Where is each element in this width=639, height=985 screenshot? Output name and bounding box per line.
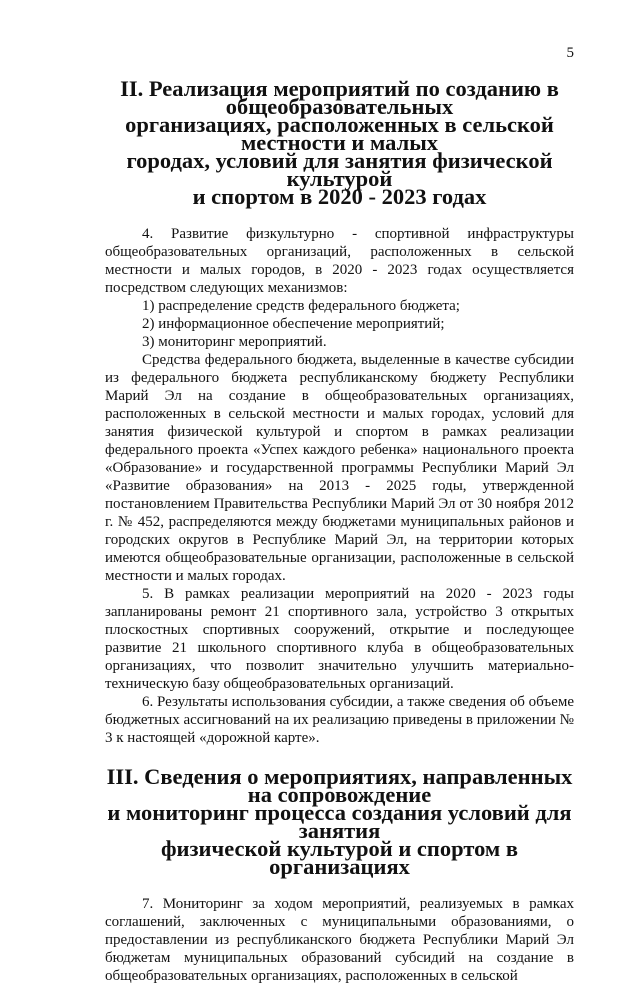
section-3-heading [105, 764, 574, 879]
section-2-heading-line: и спортом в 2020 - 2023 годах [192, 184, 487, 209]
section-2-heading [105, 76, 574, 209]
page-content [105, 76, 574, 985]
paragraph-5: 5. В рамках реализации мероприятий на 2020 - 2023 годы запланированы ремонт 21 спортивного зала, устройство 3 открытых плоскостных спортивных сооружений, открытие и последующее развитие 21 школьного спортивного клуба в общеобразовательных организациях, что позволит значительно улучшить материально-техническую базу общеобразовательных организаций. [105, 586, 574, 692]
paragraph-6: 6. Результаты использования субсидии, а также сведения об объеме бюджетных ассигнований на их реализацию приведены в приложении № 3 к настоящей «дорожной карте». [105, 694, 574, 746]
section-2-heading-line: городах, условий для занятия физической культурой [126, 148, 553, 191]
mechanism-item: 1) распределение средств федерального бюджета; [142, 298, 460, 314]
section-2-heading-line: организациях, расположенных в сельской местности и малых [125, 112, 554, 155]
paragraph-4-intro: 4. Развитие физкультурно - спортивной инфраструктуры общеобразовательных организаций, расположенных в сельской местности и малых городов, в 2020 - 2023 годах осуществляется посредством следующих механизмов: [105, 226, 574, 296]
mechanism-item: 2) информационное обеспечение мероприятий; [142, 316, 445, 332]
section-3-heading-line: и мониторинг процесса создания условий для занятия [107, 800, 572, 843]
section-2-heading-line: II. Реализация мероприятий по созданию в общеобразовательных [120, 76, 559, 119]
section-3-heading-line: физической культурой и спортом в организациях [160, 836, 519, 879]
paragraph-federal-funds: Средства федерального бюджета, выделенные в качестве субсидии из федерального бюджета республиканскому бюджету Республики Марий Эл на создание в общеобразовательных организациях, расположенных в сельской местности и малых городах, условий для занятия физической культурой и спортом в рамках реализации федерального проекта «Успех каждого ребенка» национального проекта «Образование» и государственной программы Республики Марий Эл «Развитие образования» на 2013 - 2025 годы, утвержденной постановлением Правительства Республики Марий Эл от 30 ноября 2012 г. № 452, распределяются между бюджетами муниципальных районов и городских округов в Республике Марий Эл, на территории которых имеются общеобразовательные организации, расположенные в сельской местности и малых городах. [105, 352, 574, 584]
page-number: 5 [566, 45, 574, 61]
section-3-heading-line: III. Сведения о мероприятиях, направленных на сопровождение [106, 764, 573, 807]
mechanism-item: 3) мониторинг мероприятий. [142, 334, 327, 350]
paragraph-7: 7. Мониторинг за ходом мероприятий, реализуемых в рамках соглашений, заключенных с муниципальными образованиями, о предоставлении из республиканского бюджета Республики Марий Эл бюджетам муниципальных образований субсидий на создание в общеобразовательных организациях, расположенных в сельской [105, 896, 574, 984]
